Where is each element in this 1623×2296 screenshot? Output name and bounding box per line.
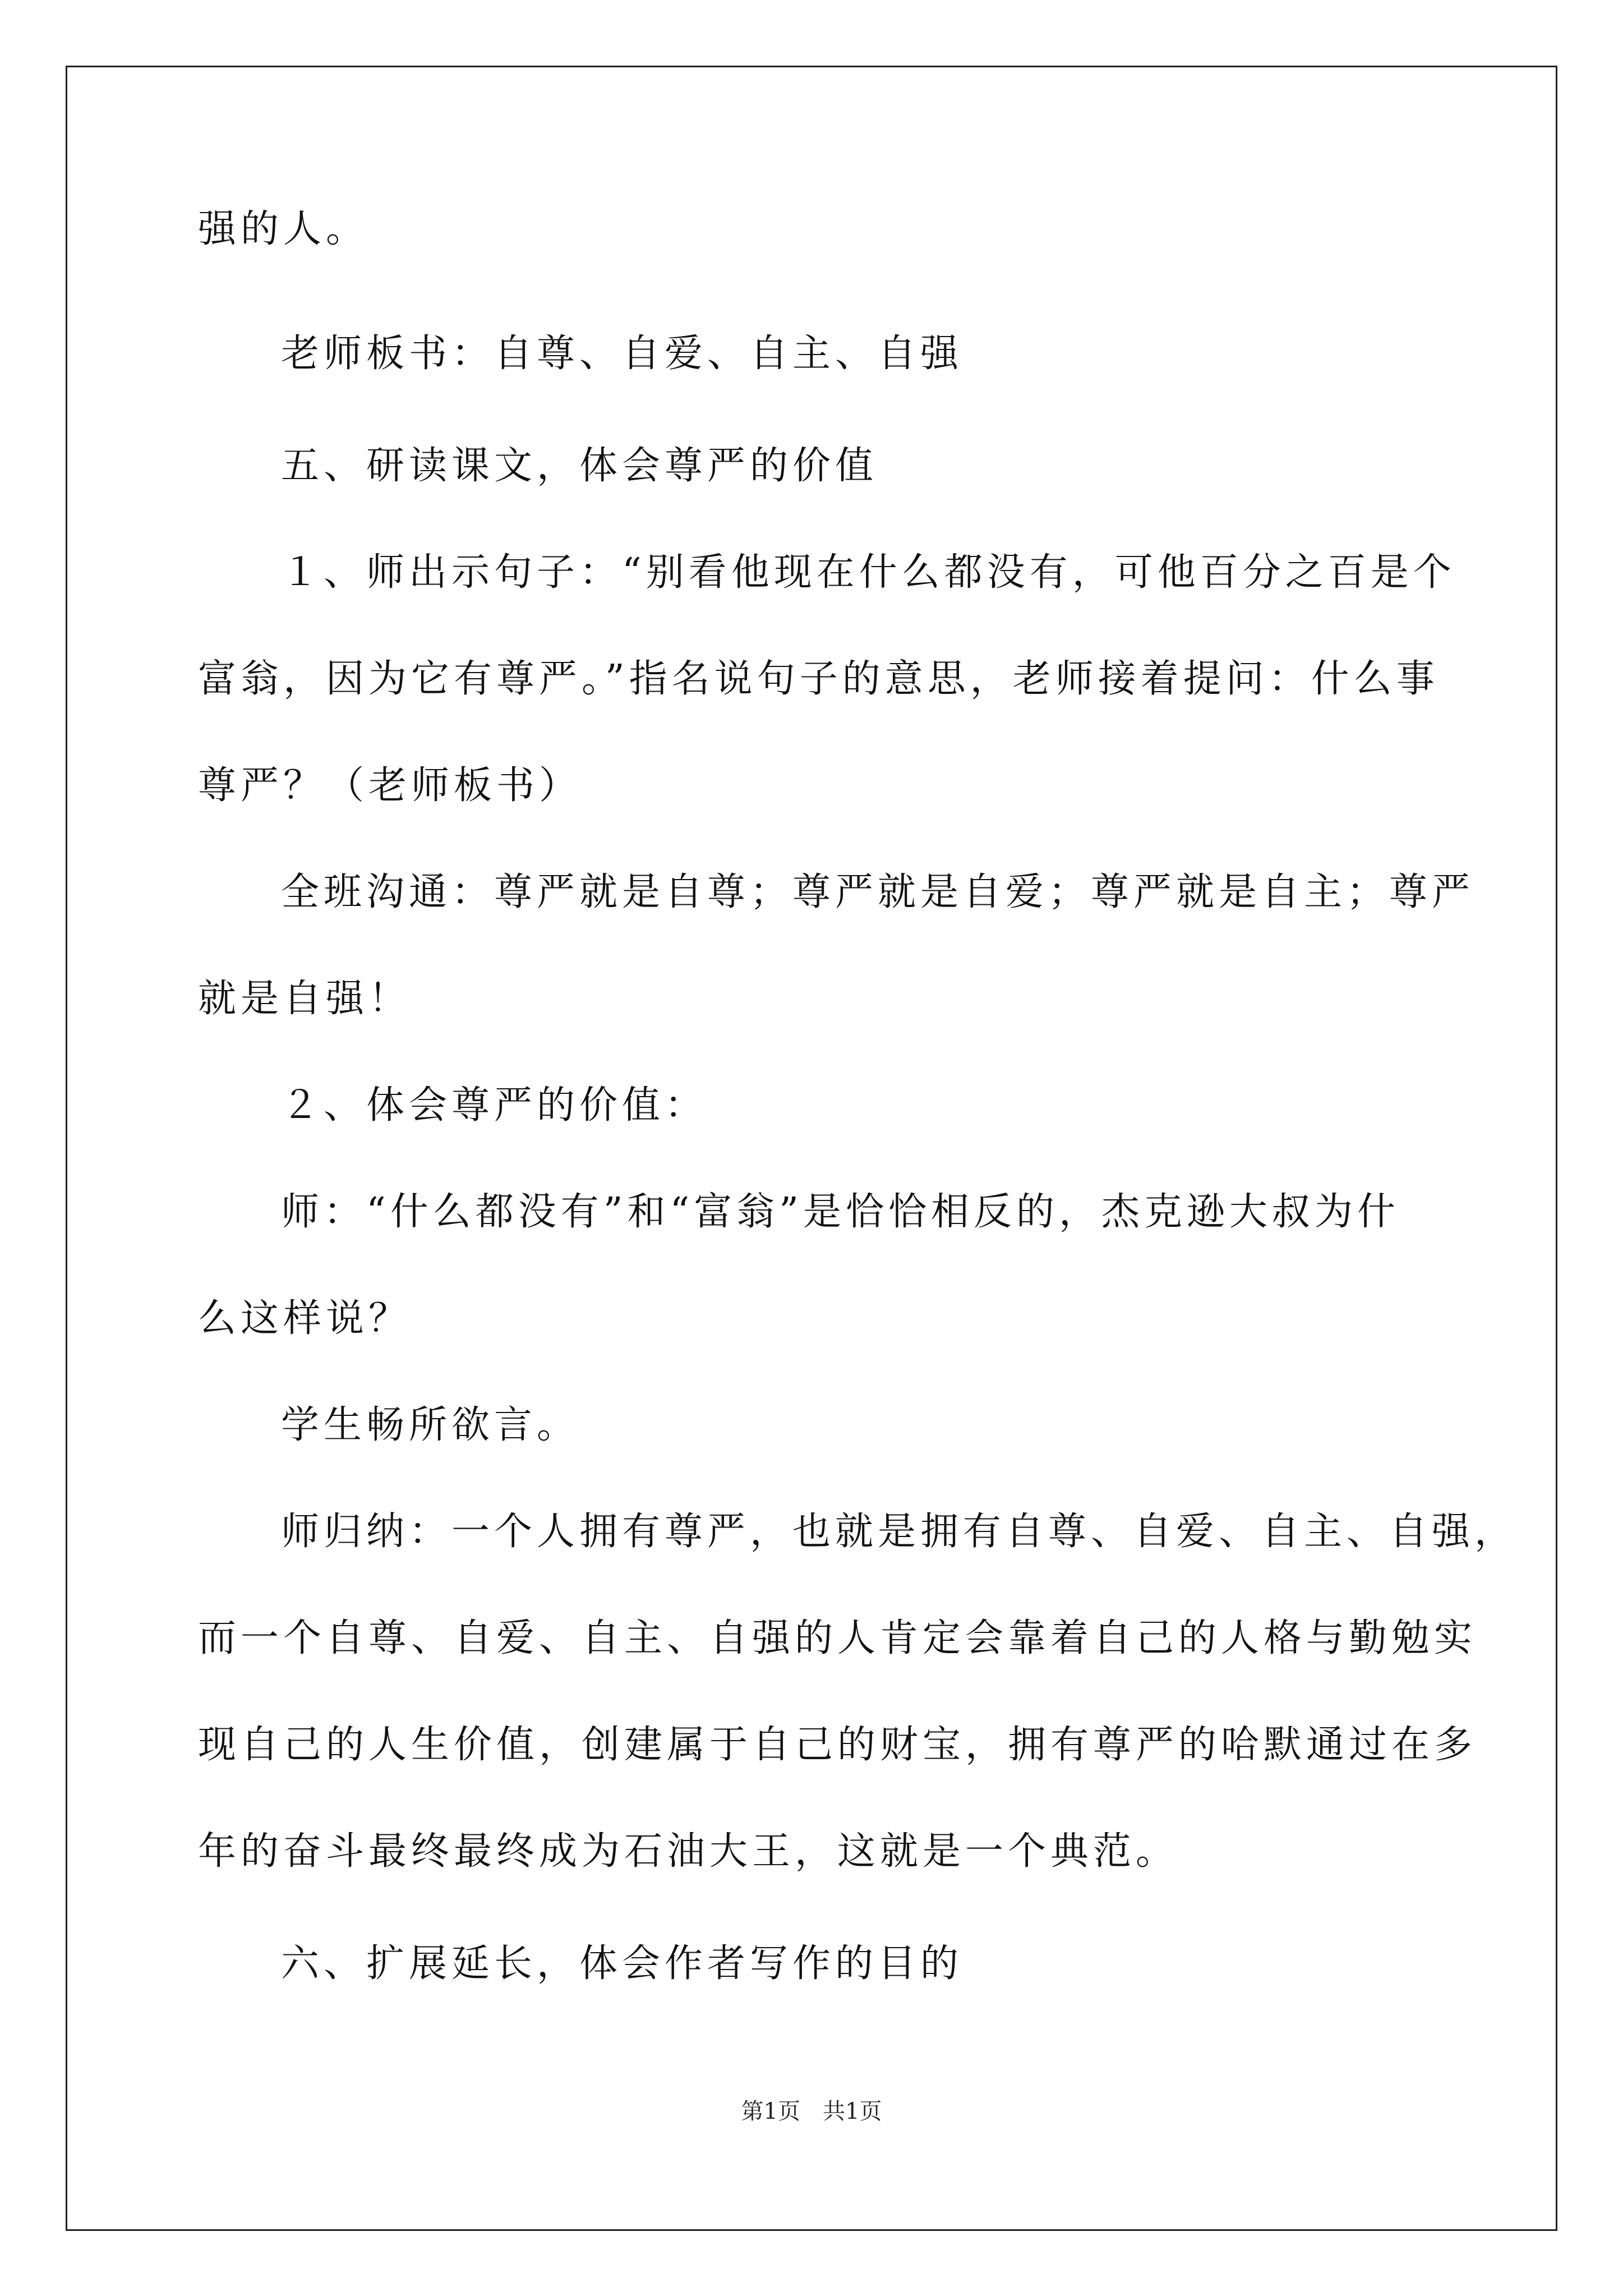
page-footer: 第1页 共1页 bbox=[741, 2099, 882, 2124]
page-border bbox=[66, 66, 1557, 2231]
text-line: 尊严？（老师板书） bbox=[198, 763, 582, 808]
text-line: 学生畅所欲言。 bbox=[281, 1403, 580, 1447]
text-line: 师：“什么都没有”和“富翁”是恰恰相反的，杰克逊大叔为什 bbox=[281, 1190, 1400, 1234]
text-line: 么这样说？ bbox=[198, 1296, 412, 1341]
section-heading: 六、扩展延长，体会作者写作的目的 bbox=[281, 1941, 963, 1986]
text-line: 强的人。 bbox=[198, 207, 369, 251]
text-line: 年的奋斗最终最终成为石油大王，这就是一个典范。 bbox=[198, 1829, 1179, 1874]
text-line: １、师出示句子：“别看他现在什么都没有，可他百分之百是个 bbox=[281, 550, 1456, 595]
text-line: 现自己的人生价值，创建属于自己的财宝，拥有尊严的哈默通过在多 bbox=[198, 1723, 1477, 1767]
section-heading: 五、研读课文，体会尊严的价值 bbox=[281, 444, 878, 488]
text-line: 师归纳：一个人拥有尊严，也就是拥有自尊、自爱、自主、自强， bbox=[281, 1510, 1518, 1554]
text-line: 全班沟通：尊严就是自尊；尊严就是自爱；尊严就是自主；尊严 bbox=[281, 870, 1475, 914]
text-line: 就是自强！ bbox=[198, 977, 412, 1021]
text-line: 而一个自尊、自爱、自主、自强的人肯定会靠着自己的人格与勤勉实 bbox=[198, 1616, 1477, 1660]
text-line: ２、体会尊严的价值： bbox=[281, 1083, 708, 1128]
text-line: 老师板书：自尊、自爱、自主、自强 bbox=[281, 332, 963, 376]
text-line: 富翁，因为它有尊严。”指名说句子的意思，老师接着提问：什么事 bbox=[198, 657, 1439, 701]
